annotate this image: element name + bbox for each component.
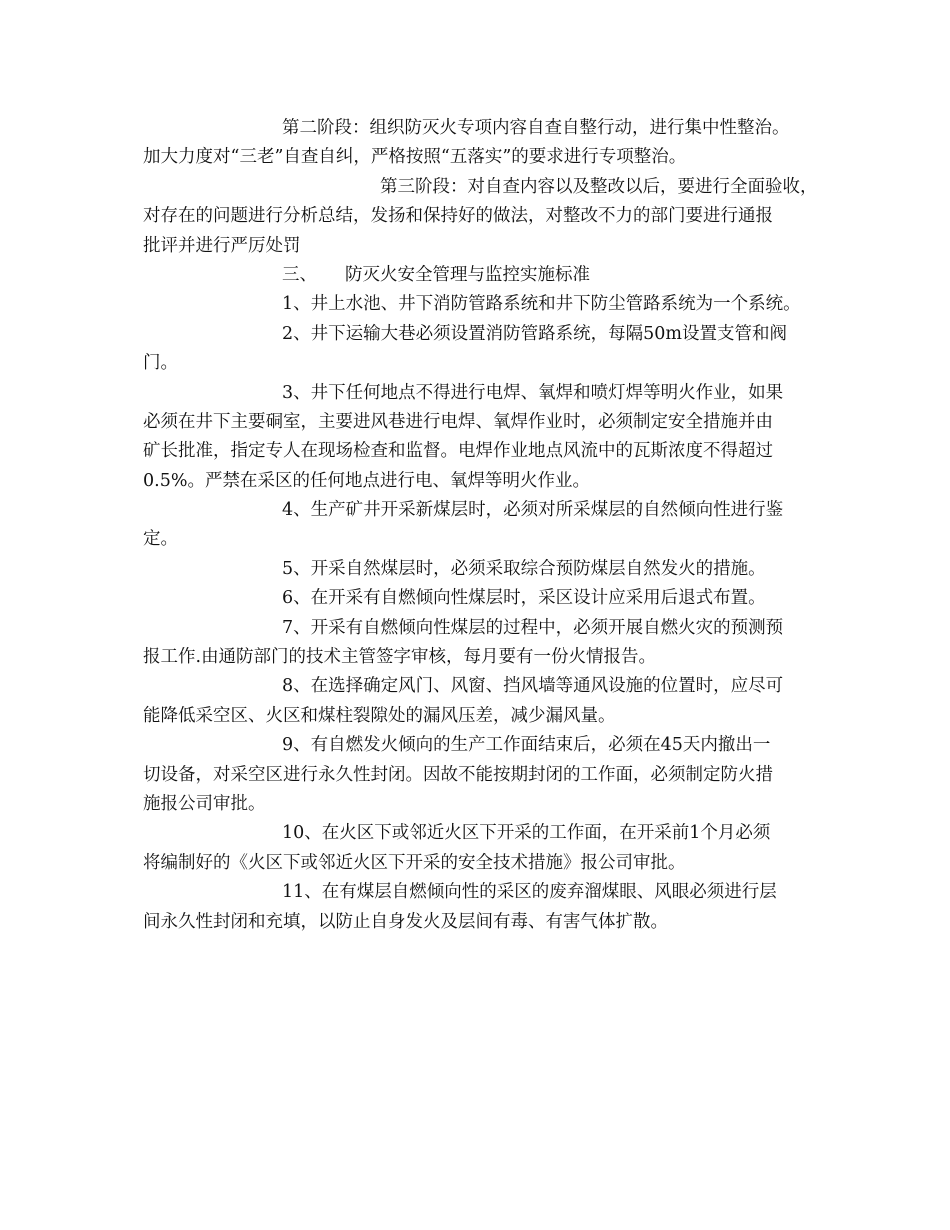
list-item-line: 报工作.由通防部门的技术主管签字审核，每月要有一份火情报告。 [143, 647, 657, 668]
list-item-line: 间永久性封闭和充填，以防止自身发火及层间有毒、有害气体扩散。 [143, 911, 668, 932]
paragraph-line: 批评并进行严厉处罚 [143, 235, 301, 256]
list-item-line: 10、在火区下或邻近火区下开采的工作面，在开采前1个月必须 [282, 823, 771, 844]
list-item-line: 施报公司审批。 [143, 793, 266, 814]
list-item-line: 矿长批准，指定专人在现场检查和监督。电焊作业地点风流中的瓦斯浓度不得超过 [143, 441, 773, 462]
list-item-line: 5、开采自然煤层时，必须采取综合预防煤层自然发火的措施。 [282, 558, 766, 579]
paragraph-line: 第三阶段：对自查内容以及整改以后，要进行全面验收， [380, 176, 818, 197]
list-item-line: 将编制好的《火区下或邻近火区下开采的安全技术措施》报公司审批。 [143, 852, 686, 873]
list-item-line: 1、井上水池、井下消防管路系统和井下防尘管路系统为一个系统。 [282, 294, 801, 315]
section-title: 防灭火安全管理与监控实施标准 [345, 264, 590, 285]
paragraph-line: 第二阶段：组织防灭火专项内容自查自整行动，进行集中性整治。 [282, 118, 790, 138]
list-item-line: 9、有自燃发火倾向的生产工作面结束后，必须在45天内撤出一 [282, 735, 771, 756]
list-item-line: 定。 [143, 529, 178, 550]
list-item-line: 4、生产矿井开采新煤层时，必须对所采煤层的自然倾向性进行鉴 [282, 500, 784, 521]
list-item-line: 8、在选择确定风门、风窗、挡风墙等通风设施的位置时，应尽可 [282, 676, 784, 697]
section-heading [143, 261, 828, 290]
list-item-line: 必须在井下主要硐室，主要进风巷进行电焊、氧焊作业时，必须制定安全措施并由 [143, 411, 773, 432]
paragraph-line: 加大力度对“三老”自查自纠，严格按照“五落实”的要求进行专项整治。 [143, 147, 687, 168]
section-number: 三、 [282, 264, 317, 285]
list-item-line: 2、井下运输大巷必须设置消防管路系统，每隔50m设置支管和阀 [282, 323, 787, 344]
paragraph-line: 对存在的问题进行分析总结，发扬和保持好的做法，对整改不力的部门要进行通报 [143, 206, 773, 227]
list-item-line: 3、井下任何地点不得进行电焊、氧焊和喷灯焊等明火作业，如果 [282, 382, 784, 403]
list-item-line: 6、在开采有自燃倾向性煤层时，采区设计应采用后退式布置。 [282, 588, 766, 609]
list-item-line: 门。 [143, 353, 178, 374]
list-item-line: 0.5%。严禁在采区的任何地点进行电、氧焊等明火作业。 [143, 470, 590, 491]
list-item-line: 能降低采空区、火区和煤柱裂隙处的漏风压差，减少漏风量。 [143, 705, 616, 726]
list-item-line: 11、在有煤层自燃倾向性的采区的废弃溜煤眼、风眼必须进行层 [282, 882, 777, 903]
document-body [143, 114, 828, 937]
list-item-line: 切设备，对采空区进行永久性封闭。因故不能按期封闭的工作面，必须制定防火措 [143, 764, 773, 785]
list-item-line: 7、开采有自燃倾向性煤层的过程中，必须开展自燃火灾的预测预 [282, 617, 784, 638]
